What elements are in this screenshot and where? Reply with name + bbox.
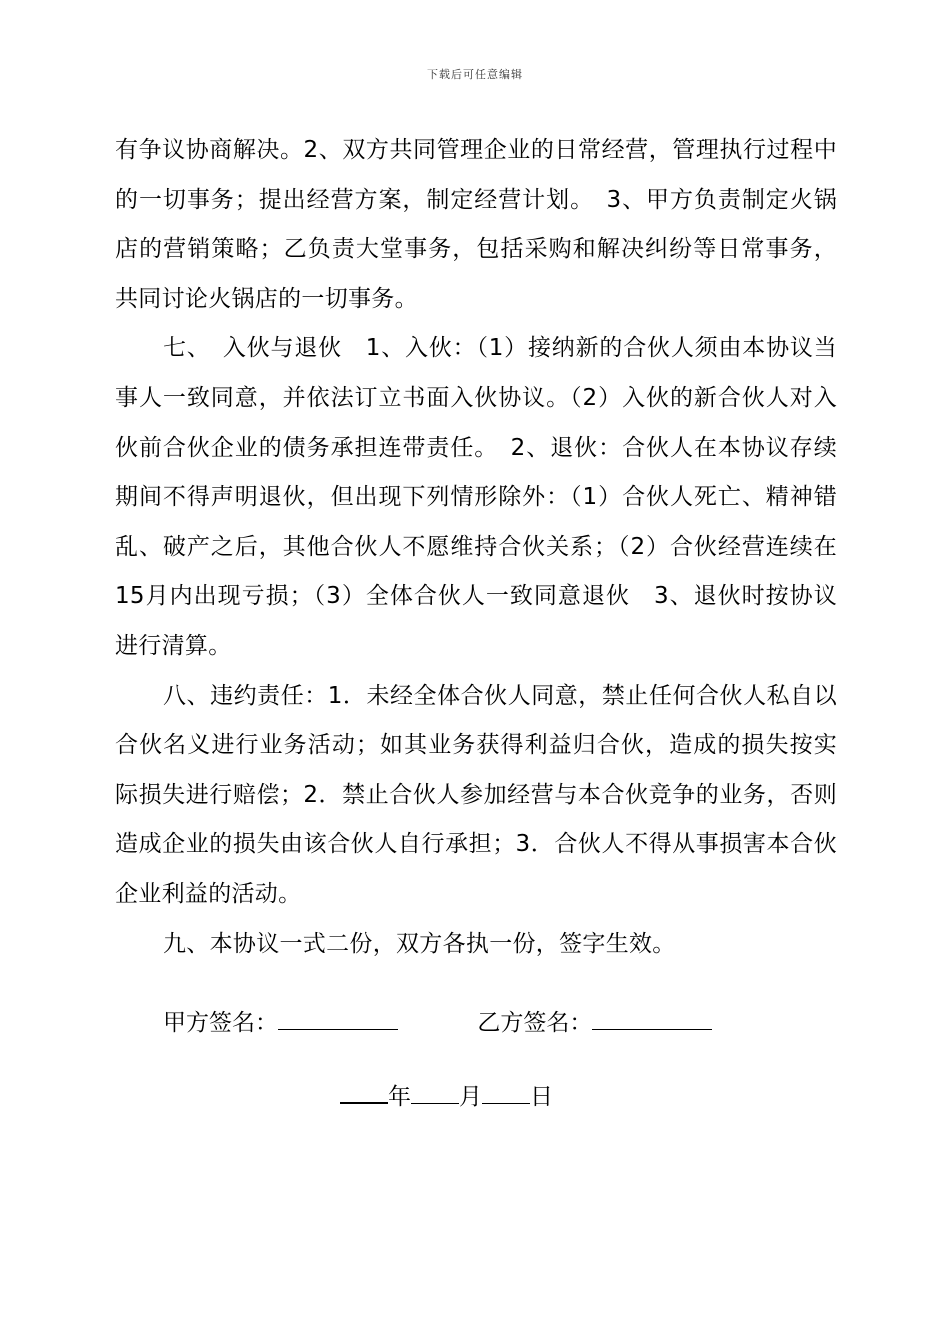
date-line: [340, 1078, 553, 1115]
party-a-signature: [163, 1005, 398, 1041]
day-label: 日: [530, 1084, 553, 1110]
document-body: [115, 126, 837, 969]
year-blank[interactable]: [340, 1078, 388, 1104]
header-note: 下载后可任意编辑: [427, 68, 523, 81]
party-b-signature: [477, 1005, 712, 1041]
party-b-signature-line[interactable]: [592, 1005, 712, 1030]
party-a-label: 甲方签名：: [163, 1010, 278, 1036]
paragraph-cooperation: 有争议协商解决。2、双方共同管理企业的日常经营，管理执行过程中的一切事务；提出经营方案，制定经营计划。 3、甲方负责制定火锅店的营销策略；乙负责大堂事务，包括采购和解决纠纷等日常事务，共同讨论火锅店的一切事务。: [115, 137, 837, 312]
year-label: 年: [388, 1084, 411, 1110]
paragraph-copies: 九、本协议一式二份，双方各执一份，签字生效。: [163, 930, 676, 957]
day-blank[interactable]: [482, 1079, 530, 1104]
paragraph-admission-withdrawal: 七、 入伙与退伙 1、入伙：（1）接纳新的合伙人须由本协议当事人一致同意，并依法订立书面入伙协议。（2）入伙的新合伙人对入伙前合伙企业的债务承担连带责任。 2、退伙：合伙人在本协议存续期间不得声明退伙，但出现下列情形除外：（1）合伙人死亡、精神错乱、破产之后，其他合伙人不愿维持合伙关系；（2）合伙经营连续在15月内出现亏损；（3）全体合伙人一致同意退伙 3、退伙时按协议进行清算。: [115, 335, 837, 659]
party-a-signature-line[interactable]: [278, 1005, 398, 1030]
paragraph-liability: 八、违约责任：1．未经全体合伙人同意，禁止任何合伙人私自以合伙名义进行业务活动；如其业务获得利益归合伙，造成的损失按实际损失进行赔偿；2．禁止合伙人参加经营与本合伙竞争的业务，否则造成企业的损失由该合伙人自行承担；3．合伙人不得从事损害本合伙企业利益的活动。: [115, 682, 837, 907]
signature-row: [163, 1005, 863, 1041]
month-blank[interactable]: [411, 1079, 459, 1104]
month-label: 月: [459, 1084, 482, 1110]
party-b-label: 乙方签名：: [477, 1010, 593, 1036]
